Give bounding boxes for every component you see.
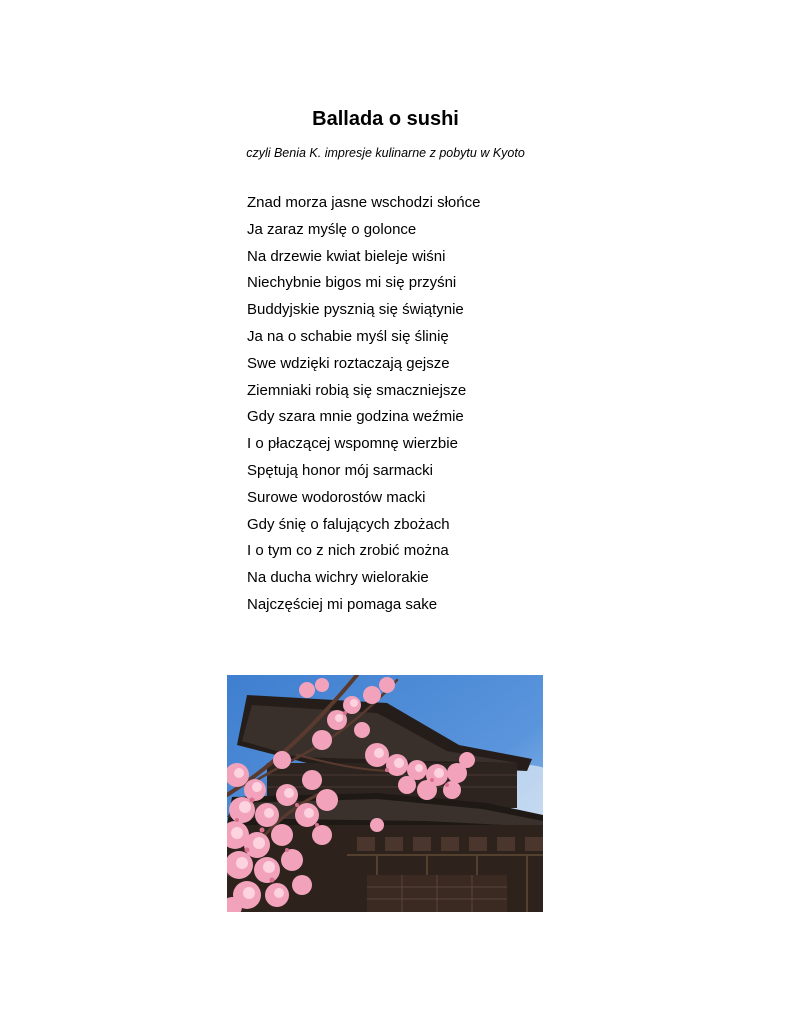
poem-line: I o tym co z nich zrobić można xyxy=(247,542,449,560)
document-subtitle: czyli Benia K. impresje kulinarne z pobytu w Kyoto xyxy=(246,146,525,160)
cherry-blossom-temple-photo xyxy=(227,675,543,912)
poem-line: Surowe wodorostów macki xyxy=(247,488,426,506)
poem-line: Na drzewie kwiat bieleje wiśni xyxy=(247,247,446,265)
poem-line: Ja na o schabie myśl się ślinię xyxy=(247,327,449,345)
poem-line: Spętują honor mój sarmacki xyxy=(247,461,433,479)
poem-line: Swe wdzięki roztaczają gejsze xyxy=(247,354,450,372)
document-title: Ballada o sushi xyxy=(312,108,459,130)
poem-line: Znad morza jasne wschodzi słońce xyxy=(247,194,481,211)
poem xyxy=(247,193,480,622)
poem-line: Buddyjskie pysznią się świątynie xyxy=(247,301,464,319)
poem-line: Ja zaraz myślę o golonce xyxy=(247,220,417,238)
poem-line: Gdy szara mnie godzina weźmie xyxy=(247,408,464,426)
poem-line: Najczęściej mi pomaga sake xyxy=(247,595,438,613)
poem-line: Gdy śnię o falujących zbożach xyxy=(247,515,450,533)
poem-line: Niechybnie bigos mi się przyśni xyxy=(247,274,457,292)
poem-line: Ziemniaki robią się smaczniejsze xyxy=(247,381,467,399)
poem-line: I o płaczącej wspomnę wierzbie xyxy=(247,435,458,453)
poem-line: Na ducha wichry wielorakie xyxy=(247,569,429,587)
